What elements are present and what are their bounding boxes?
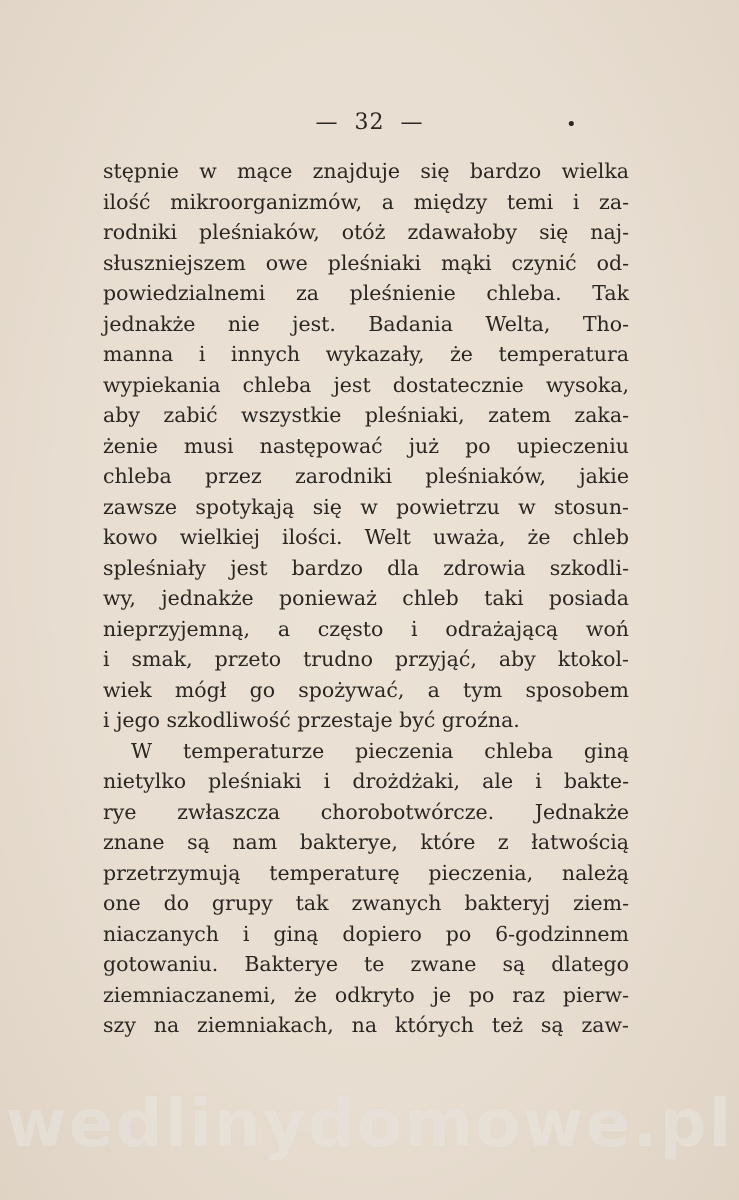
page-header <box>0 110 739 135</box>
text-line: niaczanych i giną dopiero po 6-godzinnem <box>103 921 629 946</box>
text-line: przetrzymują temperaturę pieczenia, należą <box>103 860 629 885</box>
text-line: aby zabić wszystkie pleśniaki, zatem zaka- <box>103 403 629 427</box>
text-line: gotowaniu. Bakterye te zwane są dlatego <box>103 952 629 976</box>
text-line: zawsze spotykają się w powietrzu w stosun- <box>103 494 629 519</box>
page-number: 32 <box>354 110 385 135</box>
text-line: nietylko pleśniaki i drożdżaki, ale i bakte- <box>103 769 629 793</box>
watermark: wedlinydomowe.pl <box>5 1085 734 1162</box>
text-line: wiek mógł go spożywać, a tym sposobem <box>103 677 629 702</box>
text-line: ziemniaczanemi, że odkryto je po raz pierw- <box>103 982 629 1007</box>
body-text <box>103 156 629 1041</box>
text-line: stępnie w mące znajduje się bardzo wielka <box>103 159 629 183</box>
text-line: one do grupy tak zwanych bakteryj ziem- <box>103 891 629 915</box>
text-line: ilość mikroorganizmów, a między temi i za- <box>103 189 629 214</box>
text-line: wypiekania chleba jest dostatecznie wysoka, <box>103 372 629 397</box>
text-line: kowo wielkiej ilości. Welt uważa, że chleb <box>103 525 629 549</box>
text-line: żenie musi następować już po upieczeniu <box>103 433 629 458</box>
text-line: powiedzialnemi za pleśnienie chleba. Tak <box>103 281 629 305</box>
text-line: nieprzyjemną, a często i odrażającą woń <box>103 616 629 641</box>
text-line: rye zwłaszcza chorobotwórcze. Jednakże <box>103 799 629 824</box>
text-line: wy, jednakże ponieważ chleb taki posiada <box>103 586 629 610</box>
header-dash-left: — <box>315 110 339 135</box>
text-line: i smak, przeto trudno przyjąć, aby ktokol- <box>103 647 629 671</box>
text-line: spleśniały jest bardzo dla zdrowia szkodli- <box>103 555 629 580</box>
paragraph-start-line: W temperaturze pieczenia chleba giną <box>131 738 629 763</box>
text-line: znane są nam bakterye, które z łatwością <box>103 830 629 854</box>
header-dash-right: — <box>400 110 424 135</box>
text-line: jednakże nie jest. Badania Welta, Tho- <box>103 311 629 336</box>
text-line: i jego szkodliwość przestaje być groźna. <box>103 708 520 732</box>
print-mark: • <box>566 114 578 135</box>
text-line: chleba przez zarodniki pleśniaków, jakie <box>103 464 629 488</box>
text-line: rodniki pleśniaków, otóż zdawałoby się naj- <box>103 220 629 244</box>
text-line: manna i innych wykazały, że temperatura <box>103 342 629 366</box>
text-line: szy na ziemniakach, na których też są zaw- <box>103 1013 629 1037</box>
text-line: słuszniejszem owe pleśniaki mąki czynić od- <box>103 250 629 275</box>
